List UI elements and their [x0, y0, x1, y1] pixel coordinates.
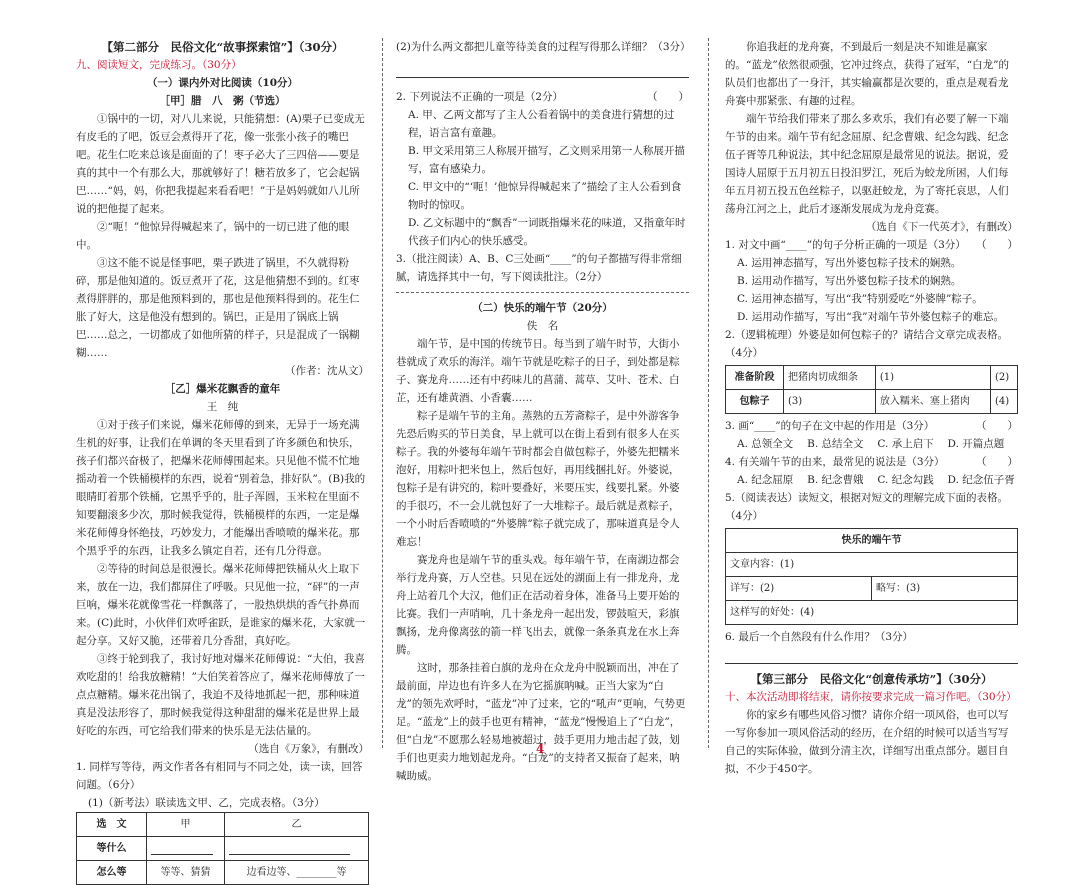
answer-cell[interactable]: 这样写的好处：(4) — [726, 601, 1018, 625]
section-divider — [396, 292, 689, 293]
question-2: 2. 下列说法不正确的一项是（2分） — [396, 91, 564, 103]
question-c5: 5.（阅读表达）读短文，根据对短文的理解完成下面的表格。（4分） — [725, 492, 1009, 522]
question-1-2: (2)为什么两文都把儿童等待美食的过程写得那么详细？（3分） — [396, 41, 691, 53]
answer-cell[interactable] — [147, 837, 225, 861]
table-cell: 放入糯米、塞上猪肉 — [875, 390, 990, 414]
textB-title: ［乙］爆米花飘香的童年 — [164, 383, 281, 395]
question-3: 3.（批注阅读）A、B、C三处画“____”的句子都描写得非常细腻，请选择其中一句，写下阅读批注。（2分） — [396, 253, 682, 283]
table-row-label: 怎么等 — [77, 861, 147, 885]
part3-title: 【第三部分 民俗文化“创意传承坊”】（30分） — [750, 672, 993, 686]
table-title: 快乐的端午节 — [726, 529, 1018, 553]
option-a: A. 甲、乙两文都写了主人公看着锅中的美食进行猜想的过程，语言富有童趣。 — [408, 109, 675, 139]
essay-prompt: 你的家乡有哪些风俗习惯？请你介绍一项风俗，也可以写一写你参加一项风俗活动的经历，在介绍的时候可以适当写写自己的实际体验，做到分清主次，详细写出重点部分。题目自拟，不少于450字。 — [725, 709, 1009, 775]
answer-paren[interactable]: （ ） — [976, 456, 1018, 468]
option-b: B. 运用动作描写，写出外婆包粽子技术的娴熟。 — [737, 275, 962, 287]
column-divider — [708, 38, 709, 748]
answer-cell[interactable]: (4) — [991, 390, 1018, 414]
textA-para-3: ③这不能不说是怪事吧，栗子跌进了锅里，不久就得粉碎，那是他知道的。饭豆煮开了花，这是他猜想不到的。红枣煮得胖胖的，那是他预料到的，那也是他预料得到的。花生仁胀了好大，这是他没有想到的。锅巴，正是用了锅底上锅巴……总之，一切都成了如他所猜的样子，只是混成了一锅糊糊…… — [76, 257, 360, 359]
option-a: A. 总领全文 — [737, 438, 794, 450]
process-table — [725, 365, 1018, 414]
option-b: B. 甲文采用第三人称展开描写，乙文则采用第一人称展开描写，富有感染力。 — [408, 145, 685, 175]
answer-line[interactable] — [396, 66, 689, 78]
column-middle — [396, 38, 691, 782]
option-a: A. 运用神态描写，写出外婆包粽子技术的娴熟。 — [737, 257, 962, 269]
table-cell: 等等、猜猜 — [147, 861, 225, 885]
article-para-4: 这时，那条挂着白旗的龙舟在众龙舟中脱颖而出，冲在了最前面，岸边也有许多人在为它摇旗呐喊。正当大家为“白龙”的领先欢呼时，“蓝龙”冲了过来，它的“吼声”更响，气势更足。“蓝龙”上的鼓手也更有精神，“蓝龙”慢慢追上了“白龙”，但“白龙”不愿那么轻易地被超过，鼓手更用力地击起了鼓，划手们也更卖力地划起龙舟。“白龙”的支持者又振奋了起来，呐喊助威。 — [396, 662, 686, 782]
sub2-heading: （二）快乐的端午节（20分） — [472, 302, 613, 314]
option-d: D. 运用动作描写，写出“我”对端午节外婆包粽子的难忘。 — [737, 311, 1004, 323]
page-number: 4 — [536, 742, 545, 756]
textB-source: （选自《万象》，有删改） — [248, 743, 369, 755]
summary-table — [725, 528, 1018, 625]
textB-para-2: ②等待的时间总是很漫长。爆米花师傅把铁桶从火上取下来，放在一边，我们都屏住了呼吸。只见他一拉，“砰”的一声巨响，爆米花就像雪花一样飘落了，一股热烘烘的香气扑鼻而来。(C)此时，小伙伴们欢呼雀跃，是谁家的爆米花，大家就一起分享。又好又脆，还带着几分香甜，真好吃。 — [76, 563, 366, 647]
option-c: C. 承上启下 — [877, 438, 934, 450]
table-head-b: 乙 — [224, 813, 368, 837]
section9-heading: 九、阅读短文，完成练习。（30分） — [76, 59, 242, 71]
table-cell: 准备阶段 — [726, 366, 784, 390]
answer-paren[interactable]: （ ） — [976, 420, 1018, 432]
table-cell[interactable]: 边看边等、________等 — [224, 861, 368, 885]
table-cell: 包粽子 — [726, 390, 784, 414]
table-cell: 把猪肉切成细条 — [784, 366, 876, 390]
column-right — [725, 38, 1018, 775]
option-a: A. 纪念屈原 — [737, 474, 794, 486]
question-c1: 1. 对文中画“____”的句子分析正确的一项是（3分） — [725, 239, 966, 251]
option-c: C. 甲文中的“‘呃！’他惊异得喊起来了”描绘了主人公看到食物时的惊叹。 — [408, 181, 682, 211]
part2-title: 【第二部分 民俗文化“故事探索馆”】（30分） — [101, 40, 344, 54]
table-head-col: 选 文 — [77, 813, 147, 837]
option-d: D. 乙文标题中的“飘香”一词既指爆米花的味道，又指童年时代孩子们内心的快乐感受。 — [408, 217, 686, 247]
answer-paren[interactable]: （ ） — [647, 91, 689, 103]
textA-para-2: ②“呃！”他惊异得喊起来了，锅中的一切已进了他的眼中。 — [76, 221, 350, 251]
answer-line[interactable] — [725, 652, 1018, 664]
article-para-6: 端午节给我们带来了那么多欢乐，我们有必要了解一下端午节的由来。端午节有纪念屈原、纪念曹娥、纪念勾践、纪念伍子胥等几种说法，其中纪念屈原是最常见的说法。据说，爱国诗人屈原于五月初五日投汨罗江，死后为蛟龙所困，人们每年五月初五投五色丝粽子，以驱赶蛟龙，为了寄托哀思，人们荡舟江河之上，此后才逐渐发展成为龙舟竞赛。 — [725, 113, 1009, 215]
option-c: C. 运用神态描写，写出“我”特别爱吃“外婆牌”粽子。 — [737, 293, 983, 305]
answer-cell[interactable] — [224, 837, 368, 861]
article-para-3: 赛龙舟也是端午节的重头戏。每年端午节，在南湖边都会举行龙舟赛，万人空巷。只见在远处的湖面上有一排龙舟，龙舟上站着几个大汉，他们正在活动着身体，准备马上要开始的比赛。我们一声哨响，几十条龙舟一起出发，锣鼓喧天，彩旗飘扬，龙舟像离弦的箭一样飞出去，就像一条条真龙在水上奔腾。 — [396, 554, 680, 656]
option-d: D. 开篇点题 — [947, 438, 1005, 450]
question-c3: 3. 画“____”的句子在文中起的作用是（3分） — [725, 420, 935, 432]
answer-cell[interactable]: 略写：(3) — [872, 577, 1018, 601]
answer-cell[interactable]: (3) — [784, 390, 876, 414]
textB-para-1: ①对于孩子们来说，爆米花师傅的到来，无异于一场充满生机的好事，让我们在单调的冬天里看到了许多颜色和快乐，孩子们都兴奋极了，把爆米花师傅围起来。只见他不慌不忙地摇动着一个铁桶模样的东西，说着“别着急，排好队”。(B)我的眼睛盯着那个铁桶，它黑乎乎的，肚子浑圆，玉米粒在里面不知要翻滚多少次，那时候我觉得，铁桶模样的东西，一定是爆米花师傅身怀绝技，巧妙发力，才能爆出香喷喷的爆米花。那个黑乎乎的东西，让我多么镇定自若，还有几分得意。 — [76, 419, 366, 557]
answer-cell[interactable]: 文章内容：(1) — [726, 553, 1018, 577]
option-c: C. 纪念勾践 — [877, 474, 934, 486]
table-head-a: 甲 — [147, 813, 225, 837]
question-c6: 6. 最后一个自然段有什么作用？（3分） — [725, 631, 914, 643]
textB-para-3: ③终于轮到我了，我讨好地对爆米花师傅说：“大伯，我喜欢吃甜的！给我放糖精！”大伯笑着答应了，爆米花师傅放了一点点糖精。爆米花出锅了，我迫不及待地抓起一把，那种味道真是没法形容了，那时候我觉得这种甜甜的爆米花是世界上最好吃的东西，可它给我们带来的快乐是无法估量的。 — [76, 653, 365, 737]
article-para-1: 端午节，是中国的传统节日。每当到了端午时节，大街小巷就成了欢乐的海洋。端午节就是吃粽子的日子，到处都是粽子、赛龙舟……还有中药味儿的菖蒲、蒿草、艾叶、苍术、白芷，还有雄黄酒、小香囊…… — [396, 338, 680, 404]
answer-cell[interactable]: 详写：(2) — [726, 577, 872, 601]
question-1-1: (1)（新考法）联读选文甲、乙，完成表格。（3分） — [88, 797, 325, 809]
option-b: B. 纪念曹娥 — [807, 474, 864, 486]
column-left — [76, 38, 369, 878]
compare-table — [76, 812, 369, 885]
article-source: （选自《下一代英才》，有删改） — [865, 221, 1018, 233]
question-c4: 4. 有关端午节的由来，最常见的说法是（3分） — [725, 456, 945, 468]
article-author: 佚 名 — [526, 320, 559, 332]
table-row-label: 等什么 — [77, 837, 147, 861]
sub1-heading: （一）课内外对比阅读（10分） — [146, 77, 299, 89]
textA-para-1: ①锅中的一切，对八儿来说，只能猜想：(A)栗子已变成无有皮毛的了吧，饭豆会煮得开了花，像一张张小孩子的嘴巴吧。花生仁吃来总该是面面的了！枣子必大了三四倍——要是真的其中一个有那么大，那就够好了！糖若放多了，它会起锅巴……“妈，妈，你把我提起来看看吧！”于是妈妈就如八儿所说的把他提了起来。 — [76, 113, 365, 215]
question-c2: 2.（逻辑梳理）外婆是如何包粽子的？请结合文章完成表格。（4分） — [725, 329, 1009, 359]
option-d: D. 纪念伍子胥 — [947, 474, 1015, 486]
textB-author: 王 纯 — [206, 401, 239, 413]
option-b: B. 总结全文 — [807, 438, 864, 450]
article-para-5: 你追我赶的龙舟赛，不到最后一刻是决不知谁是赢家的。“蓝龙”依然很顽强，它冲过终点，获得了冠军，“白龙”的队员们也都出了一身汗，其实输赢都是次要的，重点是观看龙舟赛中那紧张、有趣的过程。 — [725, 41, 1009, 107]
column-divider — [382, 38, 383, 748]
section10-heading: 十、本次活动即将结束，请你按要求完成一篇习作吧。（30分） — [725, 691, 1017, 703]
textA-title: ［甲］腊 八 粥（节选） — [159, 95, 286, 107]
textA-source: （作者：沈从文） — [285, 365, 369, 377]
answer-cell[interactable]: (2) — [991, 366, 1018, 390]
question-1: 1. 同样写等待，两文作者各有相同与不同之处，读一读，回答问题。（6分） — [76, 761, 363, 791]
article-para-2: 粽子是端午节的主角。蒸熟的五芳斋粽子，是中外游客争先恐后购买的节日美食，早上就可以在街上看到有很多人在买粽子。我的外婆每年端午节时都会自做包粽子，外婆先把糯米泡好，用粽叶把米包上，然后包好，再用线捆扎好。外婆说，包粽子是有讲究的，粽叶要叠好，米要压实，线要扎紧。外婆的手很巧，不一会儿就包好了一大堆粽子。最后就是煮粽子，一个小时后香喷喷的“外婆牌”粽子就完成了，那味道真是令人难忘！ — [396, 410, 680, 548]
answer-cell[interactable]: (1) — [875, 366, 990, 390]
answer-paren[interactable]: （ ） — [976, 239, 1018, 251]
